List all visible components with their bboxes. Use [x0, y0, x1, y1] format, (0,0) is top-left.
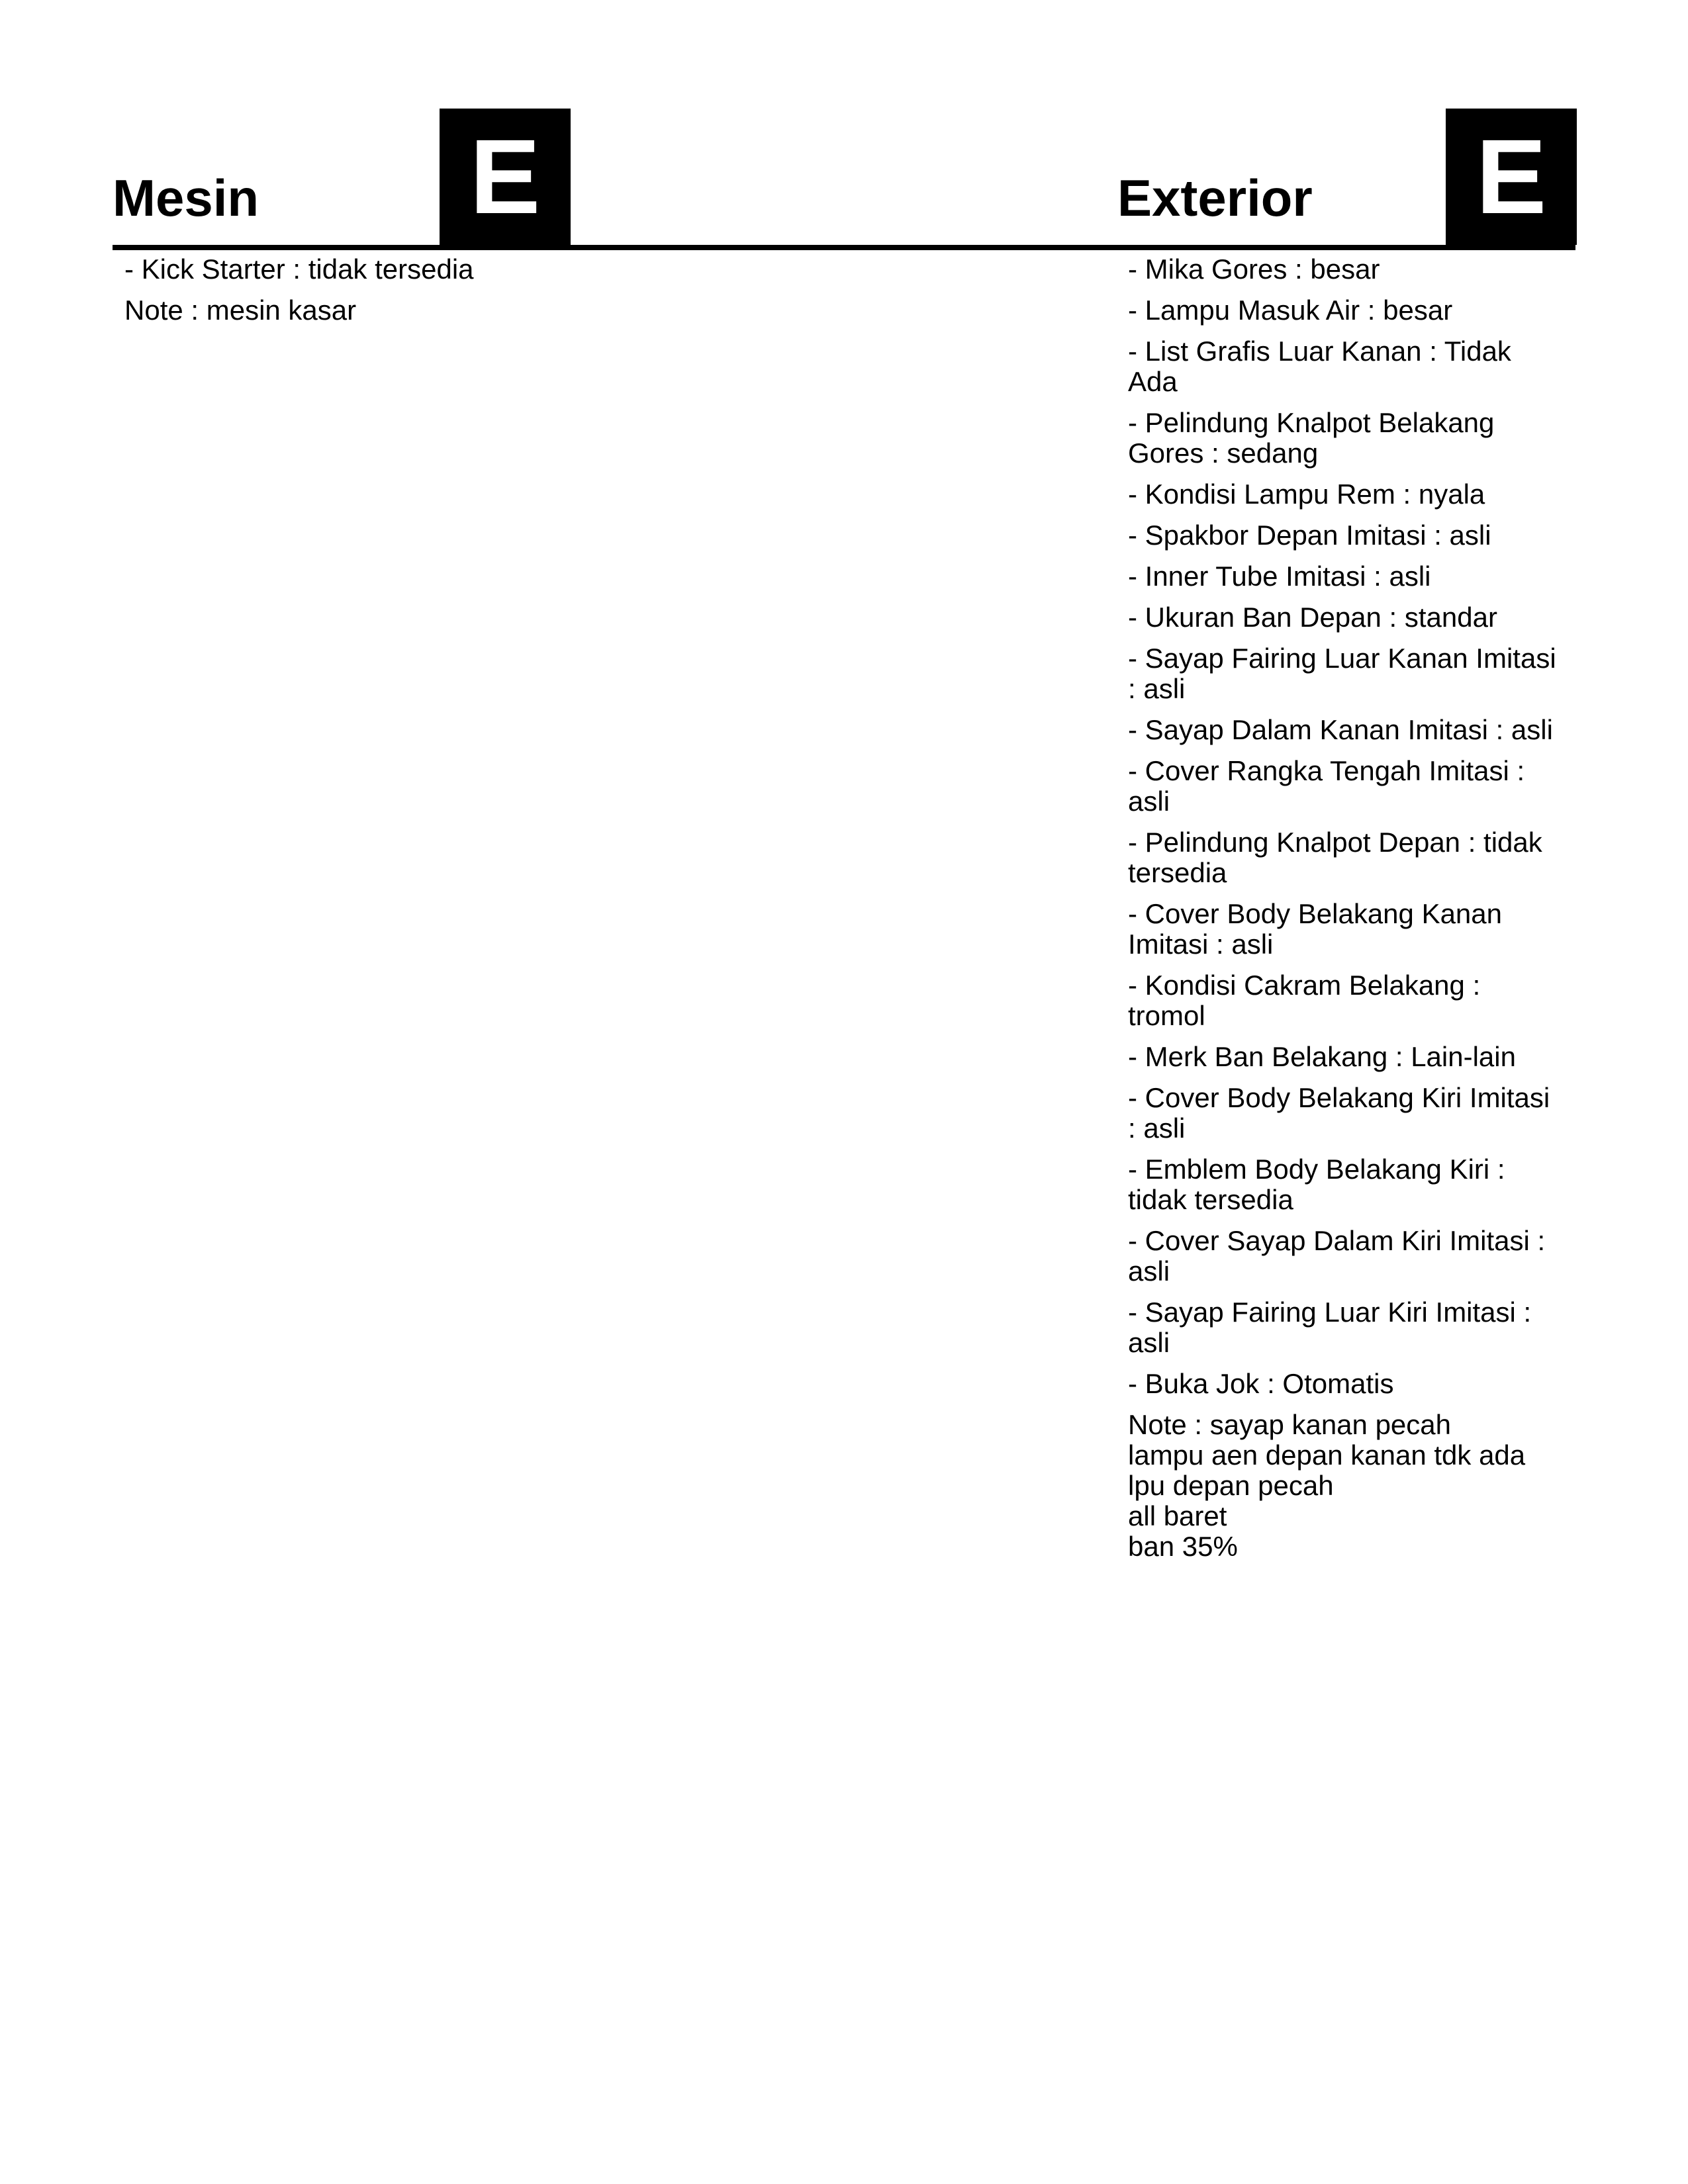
exterior-item: - Buka Jok : Otomatis [1128, 1368, 1394, 1399]
exterior-item: - Sayap Fairing Luar Kiri Imitasi : asli [1128, 1297, 1532, 1358]
exterior-item: - Spakbor Depan Imitasi : asli [1128, 520, 1491, 551]
exterior-item: - Emblem Body Belakang Kiri : tidak tersedia [1128, 1154, 1505, 1215]
exterior-item: - Ukuran Ban Depan : standar [1128, 602, 1497, 633]
exterior-details [1128, 254, 1565, 1572]
exterior-item: - Kondisi Lampu Rem : nyala [1128, 478, 1485, 510]
exterior-section-title: Exterior [1117, 169, 1313, 227]
exterior-grade-badge: E [1446, 109, 1577, 245]
exterior-item: - Cover Sayap Dalam Kiri Imitasi : asli [1128, 1225, 1546, 1287]
exterior-item: - Cover Body Belakang Kanan Imitasi : asli [1128, 898, 1503, 960]
exterior-item: - List Grafis Luar Kanan : Tidak Ada [1128, 336, 1511, 397]
header-rule [113, 245, 1575, 250]
mesin-item: - Kick Starter : tidak tersedia [124, 253, 474, 285]
exterior-item: - Mika Gores : besar [1128, 253, 1380, 285]
exterior-item: - Sayap Dalam Kanan Imitasi : asli [1128, 714, 1553, 745]
exterior-item: - Pelindung Knalpot Depan : tidak tersedia [1128, 827, 1542, 888]
exterior-item: - Pelindung Knalpot Belakang Gores : sedang [1128, 407, 1495, 469]
mesin-details [124, 254, 720, 336]
mesin-section-title: Mesin [113, 169, 259, 227]
mesin-note: Note : mesin kasar [124, 295, 357, 326]
mesin-grade-badge: E [440, 109, 571, 245]
exterior-item: - Cover Body Belakang Kiri Imitasi : asli [1128, 1082, 1550, 1144]
exterior-item: - Merk Ban Belakang : Lain-lain [1128, 1041, 1516, 1072]
exterior-item: - Inner Tube Imitasi : asli [1128, 561, 1431, 592]
exterior-item: - Lampu Masuk Air : besar [1128, 295, 1453, 326]
exterior-item: - Kondisi Cakram Belakang : tromol [1128, 970, 1481, 1031]
exterior-note: Note : sayap kanan pecah lampu aen depan kanan tdk ada lpu depan pecah all baret ban 35% [1128, 1409, 1526, 1562]
exterior-item: - Sayap Fairing Luar Kanan Imitasi : asli [1128, 643, 1556, 704]
exterior-item: - Cover Rangka Tengah Imitasi : asli [1128, 755, 1525, 817]
